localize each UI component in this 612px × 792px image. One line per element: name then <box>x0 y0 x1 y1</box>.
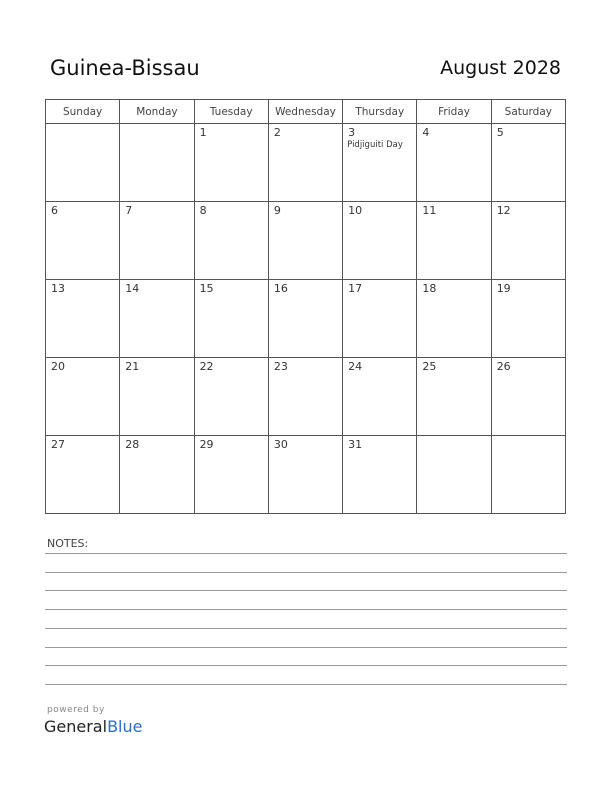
day-number: 5 <box>496 126 504 139</box>
weekday-sunday: Sunday <box>46 100 120 124</box>
note-line <box>45 684 567 685</box>
day-number: 25 <box>422 360 437 373</box>
day-cell <box>268 124 342 202</box>
day-cell <box>120 358 194 436</box>
day-cell <box>417 436 491 514</box>
day-cell <box>194 358 268 436</box>
note-line <box>45 647 567 648</box>
day-number: 12 <box>496 204 511 217</box>
day-number: 10 <box>348 204 363 217</box>
day-cell <box>268 202 342 280</box>
day-number: 18 <box>422 282 437 295</box>
day-number: 11 <box>422 204 437 217</box>
day-cell <box>120 436 194 514</box>
day-number: 19 <box>496 282 511 295</box>
day-cell <box>491 280 565 358</box>
day-cell <box>343 358 417 436</box>
day-cell <box>194 280 268 358</box>
day-number: 2 <box>273 126 281 139</box>
brand-logo <box>44 717 142 736</box>
note-line <box>45 572 567 573</box>
day-cell <box>491 202 565 280</box>
day-cell <box>268 280 342 358</box>
note-line <box>45 609 567 610</box>
day-number: 13 <box>51 282 65 295</box>
week-row <box>46 202 566 280</box>
day-cell <box>46 358 120 436</box>
day-number: 3 <box>348 126 356 139</box>
day-cell <box>194 202 268 280</box>
weekday-wednesday: Wednesday <box>268 100 342 124</box>
weekday-thursday: Thursday <box>343 100 417 124</box>
day-cell <box>491 358 565 436</box>
day-number: 7 <box>125 204 133 217</box>
day-number: 8 <box>199 204 207 217</box>
day-cell <box>46 280 120 358</box>
day-number: 15 <box>199 282 214 295</box>
note-line <box>45 665 567 666</box>
brand-general: General <box>44 717 108 736</box>
holiday-label: Pidjiguiti Day <box>347 140 403 150</box>
day-cell <box>46 202 120 280</box>
weekday-friday: Friday <box>417 100 491 124</box>
day-cell <box>268 436 342 514</box>
day-cell <box>120 202 194 280</box>
day-number: 16 <box>273 282 288 295</box>
week-row <box>46 358 566 436</box>
calendar-grid <box>45 99 566 514</box>
day-cell <box>417 280 491 358</box>
day-number: 24 <box>348 360 363 373</box>
day-cell <box>46 436 120 514</box>
weekday-header-row <box>46 100 566 124</box>
country-title: Guinea-Bissau <box>50 56 200 80</box>
day-number: 28 <box>125 438 140 451</box>
day-cell <box>491 436 565 514</box>
day-number: 4 <box>422 126 430 139</box>
day-cell <box>194 124 268 202</box>
day-number: 9 <box>273 204 281 217</box>
weekday-saturday: Saturday <box>491 100 565 124</box>
day-number: 31 <box>348 438 363 451</box>
day-cell <box>120 124 194 202</box>
day-cell <box>417 358 491 436</box>
week-row <box>46 436 566 514</box>
month-year-title: August 2028 <box>440 57 561 79</box>
day-number: 6 <box>51 204 58 217</box>
day-cell <box>194 436 268 514</box>
day-cell <box>417 202 491 280</box>
day-number: 14 <box>125 282 140 295</box>
day-cell <box>46 124 120 202</box>
day-cell <box>268 358 342 436</box>
day-number: 1 <box>199 126 207 139</box>
day-number: 27 <box>51 438 65 451</box>
day-cell <box>120 280 194 358</box>
day-cell <box>343 280 417 358</box>
powered-by-text: powered by <box>47 705 105 715</box>
day-cell <box>417 124 491 202</box>
day-number: 30 <box>273 438 288 451</box>
note-line <box>45 590 567 591</box>
week-row <box>46 124 566 202</box>
weekday-monday: Monday <box>120 100 194 124</box>
brand-blue: Blue <box>107 717 143 736</box>
day-cell <box>343 436 417 514</box>
note-line <box>45 553 567 554</box>
day-number: 29 <box>199 438 214 451</box>
day-number: 26 <box>496 360 511 373</box>
day-number: 23 <box>273 360 288 373</box>
day-cell <box>343 124 417 202</box>
weekday-tuesday: Tuesday <box>194 100 268 124</box>
day-number: 22 <box>199 360 214 373</box>
notes-label: NOTES: <box>47 537 89 550</box>
day-cell <box>343 202 417 280</box>
day-number: 20 <box>51 360 65 373</box>
week-row <box>46 280 566 358</box>
day-number: 21 <box>125 360 140 373</box>
day-number: 17 <box>348 282 363 295</box>
note-line <box>45 628 567 629</box>
day-cell <box>491 124 565 202</box>
